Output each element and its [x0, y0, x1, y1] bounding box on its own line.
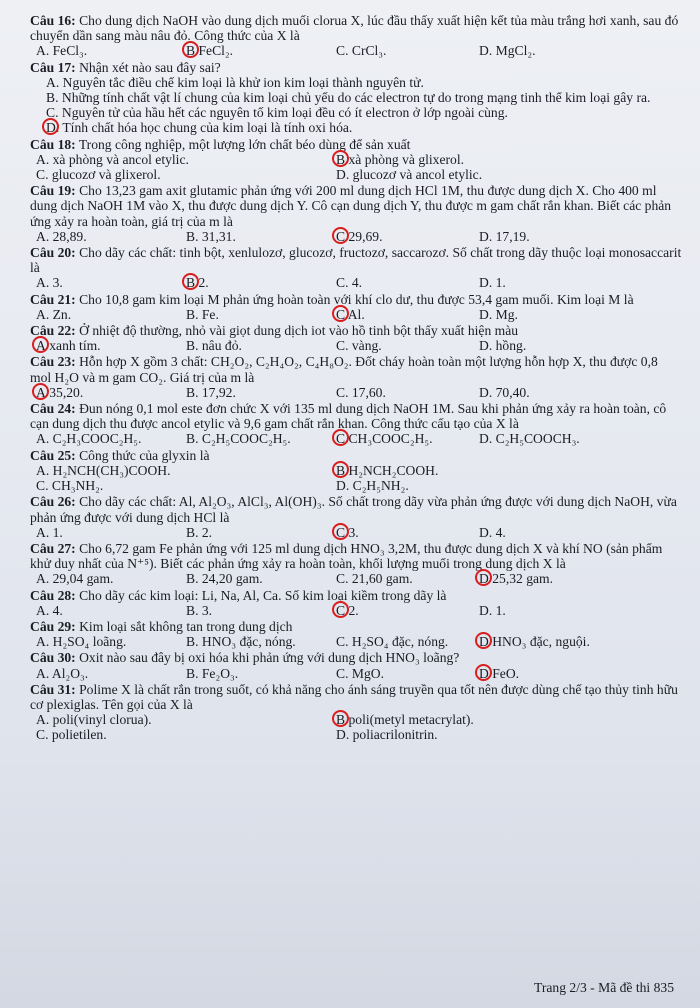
option-text: Al. [347, 306, 365, 322]
option-text: Nguyên tắc điều chế kim loại là khử ion kim loại thành nguyên tử. [62, 74, 424, 90]
answer-options [30, 571, 682, 586]
question-stem [30, 183, 682, 229]
option-text: Zn. [52, 306, 72, 322]
option-letter: D. [479, 228, 493, 244]
question-text: Cho 13,23 gam axit glutamic phản ứng với 200 ml dung dịch HCl 1M, thu được dung dịch X. Cho 400 ml dung dịch NaOH 1M vào X, thu được dung dịch Y. Cô cạn dung dịch Y, thu được m gam chất rắn khan. Biết các phản ứng xảy ra hoàn toàn, giá trị của m là [30, 183, 672, 229]
option-text: poli(vinyl clorua). [52, 712, 152, 728]
answer-option [180, 525, 330, 540]
question-number: Câu 27: [30, 540, 76, 556]
option-text: H₂NCH(CH₃)COOH. [52, 462, 171, 478]
answer-option [473, 431, 623, 446]
question [30, 619, 682, 649]
option-letter: C. [336, 384, 349, 400]
answer-option-selected [330, 229, 473, 244]
option-letter: D. [479, 431, 493, 447]
answer-option-selected [473, 666, 623, 681]
option-letter: B [336, 712, 346, 728]
answer-option [330, 167, 630, 182]
question [30, 494, 682, 540]
answer-option [180, 603, 330, 618]
option-text: Fe₂O₃. [201, 665, 239, 681]
option-letter: C. [46, 105, 59, 121]
answer-option-selected [330, 463, 630, 478]
option-letter: C. [36, 167, 49, 183]
question-number: Câu 23: [30, 354, 76, 370]
answer-option-selected [30, 338, 180, 353]
option-text: 17,92. [201, 384, 236, 400]
option-letter: C [336, 431, 346, 447]
answer-option [30, 634, 180, 649]
option-letter: B. [186, 602, 199, 618]
question-number: Câu 19: [30, 183, 76, 199]
answer-option [30, 571, 180, 586]
option-text: 24,20 gam. [201, 571, 263, 587]
option-text: FeCl₂. [198, 43, 234, 59]
answer-option-selected [473, 571, 623, 586]
answer-option [330, 338, 473, 353]
option-letter: B. [186, 665, 199, 681]
option-text: 4. [351, 275, 363, 291]
answer-option [473, 603, 623, 618]
answer-option [30, 727, 330, 742]
question-number: Câu 16: [30, 13, 76, 28]
option-text: xà phòng và glixerol. [348, 151, 465, 167]
answer-options [30, 275, 682, 290]
option-text: MgCl₂. [495, 43, 536, 59]
answer-option [30, 463, 330, 478]
question [30, 323, 682, 353]
option-text: 35,20. [49, 384, 84, 400]
option-letter: A. [36, 43, 50, 59]
answer-options [30, 229, 682, 244]
question-number: Câu 25: [30, 447, 76, 463]
answer-options [30, 603, 682, 618]
option-text: poli(metyl metacrylat). [348, 712, 474, 728]
option-letter: B [336, 151, 346, 167]
option-letter: C [336, 306, 346, 322]
option-text: polietilen. [51, 727, 107, 743]
answer-option-selected [473, 634, 623, 649]
option-letter: D. [479, 602, 493, 618]
option-text: MgO. [351, 665, 384, 681]
question-number: Câu 29: [30, 618, 76, 634]
question-number: Câu 22: [30, 323, 76, 339]
answer-option [180, 307, 330, 322]
question-number: Câu 28: [30, 587, 76, 603]
answer-option [180, 385, 330, 400]
option-letter: D. [479, 338, 493, 354]
option-text: FeCl₃. [52, 43, 88, 59]
answer-option [30, 229, 180, 244]
question-stem [30, 619, 682, 634]
answer-options [30, 43, 682, 58]
page-footer: Trang 2/3 - Mã đề thi 835 [534, 980, 674, 995]
option-letter: A. [36, 275, 50, 291]
answer-option [330, 478, 630, 493]
question [30, 292, 682, 322]
option-text: H₂SO₄ đặc, nóng. [351, 634, 449, 650]
option-text: Al₂O₃. [51, 665, 89, 681]
option-letter: A. [36, 151, 50, 167]
answer-option [30, 307, 180, 322]
answer-options [30, 525, 682, 540]
option-text: C₂H₅NH₂. [352, 478, 409, 494]
answer-option [473, 275, 623, 290]
option-letter: B. [186, 306, 199, 322]
option-text: Mg. [495, 306, 518, 322]
answer-option [30, 431, 180, 446]
question [30, 448, 682, 494]
question [30, 245, 682, 291]
answer-option-selected [330, 431, 473, 446]
option-letter: B. [186, 571, 199, 587]
option-text: Tính chất hóa học chung của kim loại là tính oxi hóa. [62, 120, 353, 136]
option-text: 17,19. [495, 228, 530, 244]
option-letter: D. [46, 120, 60, 136]
option-text: 4. [52, 602, 63, 618]
option-text: FeO. [492, 665, 520, 681]
option-text: 1. [495, 275, 506, 291]
option-text: 2. [198, 275, 209, 291]
option-letter: A. [36, 712, 50, 728]
question-stem [30, 650, 682, 665]
question-stem [30, 323, 682, 338]
option-letter: C. [36, 478, 49, 494]
question-stem [30, 448, 682, 463]
question-text: Cho 6,72 gam Fe phản ứng với 125 ml dung dịch HNO₃ 3,2M, thu được dung dịch X và khí NO (sản phẩm khử duy nhất của N⁺⁵). Biết các phản ứng xảy ra hoàn toàn, khối lượng muối trong dung dịch X là [30, 540, 663, 572]
option-letter: A. [46, 74, 60, 90]
option-letter: D. [336, 167, 350, 183]
question-stem [30, 401, 682, 431]
option-letter: C [336, 602, 346, 618]
question-text: Cho dung dịch NaOH vào dung dịch muối clorua X, lúc đầu thấy xuất hiện kết tủa màu trắng hơi xanh, sau đó chuyển dần sang màu nâu đỏ. Công thức của X là [30, 13, 679, 44]
question-text: Đun nóng 0,1 mol este đơn chức X với 135 ml dung dịch NaOH 1M. Sau khi phản ứng xảy ra hoàn toàn, cô cạn dung dịch thu được ancol etylic và 9,6 gam chất rắn khan. Công thức cấu tạo của X là [30, 401, 667, 432]
option-letter: B. [186, 524, 199, 540]
question-stem [30, 354, 682, 384]
answer-option [30, 105, 682, 120]
question-number: Câu 31: [30, 681, 76, 697]
question [30, 60, 682, 136]
answer-option [180, 338, 330, 353]
option-letter: D. [336, 727, 350, 743]
option-letter: A. [36, 634, 50, 650]
option-text: 25,32 gam. [492, 571, 554, 587]
answer-option [180, 666, 330, 681]
answer-option [180, 634, 330, 649]
option-letter: D. [479, 384, 493, 400]
answer-option [30, 666, 180, 681]
option-letter: C [336, 228, 346, 244]
option-text: H₂NCH₂COOH. [348, 462, 439, 478]
answer-option-selected [330, 525, 473, 540]
option-text: poliacrilonitrin. [352, 727, 438, 743]
question [30, 137, 682, 183]
option-letter: A. [36, 524, 50, 540]
question [30, 183, 682, 244]
option-text: 1. [495, 602, 506, 618]
option-text: HNO₃ đặc, nóng. [201, 634, 296, 650]
option-letter: B [186, 275, 196, 291]
question-stem [30, 494, 682, 524]
answer-options [30, 666, 682, 681]
option-text: HNO₃ đặc, nguội. [492, 634, 590, 650]
option-letter: A [36, 384, 46, 400]
option-letter: B. [46, 90, 59, 106]
option-text: CrCl₃. [351, 43, 387, 59]
option-letter: C. [336, 275, 349, 291]
option-letter: D [479, 634, 489, 650]
question-text: Cho dãy các kim loại: Li, Na, Al, Ca. Số kim loại kiềm trong dãy là [79, 587, 447, 603]
question [30, 354, 682, 400]
option-text: 28,89. [52, 228, 87, 244]
option-text: Fe. [201, 306, 219, 322]
option-text: C₂H₃COOC₂H₅. [52, 431, 142, 447]
option-letter: A. [36, 431, 50, 447]
answer-option-selected [330, 712, 630, 727]
answer-options [30, 634, 682, 649]
option-text: 1. [52, 524, 63, 540]
question-number: Câu 26: [30, 494, 76, 510]
question-text: Cho dãy các chất: Al, Al₂O₃, AlCl₃, Al(OH)₃. Số chất trong dãy vừa phản ứng được với dung dịch NaOH, vừa phản ứng được với dung dịch HCl là [30, 494, 677, 525]
answer-option [180, 431, 330, 446]
answer-option-selected [30, 385, 180, 400]
option-letter: B. [186, 384, 199, 400]
option-text: CH₃COOC₂H₅. [348, 431, 433, 447]
question-text: Cho 10,8 gam kim loại M phản ứng hoàn toàn với khí clo dư, thu được 53,4 gam muối. Kim loại M là [79, 291, 634, 307]
option-text: xà phòng và ancol etylic. [52, 151, 189, 167]
answer-option [180, 229, 330, 244]
question-number: Câu 30: [30, 650, 76, 666]
answer-option [30, 478, 330, 493]
question-number: Câu 24: [30, 401, 76, 417]
question-stem [30, 292, 682, 307]
answer-options [30, 307, 682, 322]
answer-option [330, 43, 473, 58]
option-letter: D. [479, 306, 493, 322]
answer-option [330, 385, 473, 400]
answer-option [473, 525, 623, 540]
option-text: H₂SO₄ loãng. [52, 634, 127, 650]
option-text: C₂H₅COOC₂H₅. [201, 431, 291, 447]
option-text: glucozơ và glixerol. [51, 167, 161, 183]
question [30, 588, 682, 618]
question-text: Công thức của glyxin là [79, 447, 210, 463]
option-text: CH₃NH₂. [51, 478, 104, 494]
answer-options [30, 152, 682, 182]
answer-option [330, 666, 473, 681]
option-letter: A. [36, 665, 50, 681]
answer-options [30, 75, 682, 136]
question-stem [30, 245, 682, 275]
option-text: glucozơ và ancol etylic. [352, 167, 483, 183]
option-letter: B. [186, 338, 199, 354]
answer-option [473, 229, 623, 244]
question-number: Câu 17: [30, 59, 76, 75]
answer-options [30, 463, 682, 493]
option-letter: C. [336, 665, 349, 681]
question-text: Kim loại sắt không tan trong dung dịch [79, 618, 293, 634]
option-letter: C. [336, 43, 349, 59]
option-letter: A. [36, 306, 50, 322]
option-letter: D. [479, 275, 493, 291]
option-text: 3. [201, 602, 213, 618]
question-text: Ở nhiệt độ thường, nhỏ vài giọt dung dịch iot vào hồ tinh bột thấy xuất hiện màu [79, 323, 519, 339]
option-letter: D [479, 665, 489, 681]
option-letter: C [336, 524, 346, 540]
answer-option [330, 634, 473, 649]
answer-option [30, 43, 180, 58]
answer-option [330, 727, 630, 742]
option-letter: A [36, 338, 46, 354]
option-letter: B. [186, 634, 199, 650]
answer-option [330, 275, 473, 290]
option-text: vàng. [351, 338, 382, 354]
question-number: Câu 20: [30, 245, 76, 261]
option-text: C₂H₅COOCH₃. [495, 431, 580, 447]
answer-option [473, 307, 623, 322]
answer-option-selected [180, 43, 330, 58]
option-text: nâu đỏ. [201, 338, 242, 354]
question-text: Cho dãy các chất: tinh bột, xenlulozơ, glucozơ, fructozơ, saccarozơ. Số chất trong dãy thuộc loại monosaccarit là [30, 245, 682, 276]
answer-options [30, 712, 682, 742]
option-letter: A. [36, 228, 50, 244]
answer-option [30, 603, 180, 618]
answer-option-selected [330, 152, 630, 167]
option-letter: D. [336, 478, 350, 494]
answer-option [180, 571, 330, 586]
option-letter: D. [479, 524, 493, 540]
answer-option [473, 338, 623, 353]
question-text: Hỗn hợp X gồm 3 chất: CH₂O₂, C₂H₄O₂, C₄H₈O₂. Đốt cháy hoàn toàn một lượng hỗn hợp X, thu được 0,8 mol H₂O và m gam CO₂. Giá trị của m là [30, 354, 658, 385]
answer-options [30, 338, 682, 353]
question [30, 682, 682, 743]
question [30, 541, 682, 587]
question-text: Oxit nào sau đây bị oxi hóa khi phản ứng với dung dịch HNO₃ loãng? [79, 650, 460, 666]
question-stem [30, 60, 682, 75]
option-letter: C. [336, 571, 349, 587]
answer-option [330, 571, 473, 586]
question [30, 401, 682, 447]
answer-option [30, 167, 330, 182]
question-stem [30, 588, 682, 603]
answer-option [473, 385, 623, 400]
question-text: Polime X là chất rắn trong suốt, có khả năng cho ánh sáng truyền qua tốt nên được dùng chế tạo thủy tinh hữu cơ plexiglas. Tên gọi của X là [30, 681, 678, 712]
option-letter: A. [36, 602, 50, 618]
option-text: hồng. [495, 338, 527, 354]
option-letter: B. [186, 228, 199, 244]
option-text: 2. [348, 602, 359, 618]
option-text: 21,60 gam. [351, 571, 413, 587]
option-letter: D [479, 571, 489, 587]
option-text: 17,60. [351, 384, 386, 400]
option-letter: B [186, 43, 196, 59]
answer-option [30, 90, 682, 105]
option-letter: D. [479, 43, 493, 59]
option-text: 70,40. [495, 384, 530, 400]
question [30, 650, 682, 680]
answer-option-selected [330, 603, 473, 618]
option-text: 3. [348, 524, 359, 540]
question-text: Nhận xét nào sau đây sai? [79, 59, 221, 75]
question-stem [30, 137, 682, 152]
option-text: 2. [201, 524, 213, 540]
option-text: xanh tím. [49, 338, 101, 354]
answer-option [30, 712, 330, 727]
answer-options [30, 385, 682, 400]
answer-option [30, 152, 330, 167]
answer-options [30, 431, 682, 446]
answer-option-selected [30, 120, 682, 135]
question-number: Câu 18: [30, 136, 76, 152]
question [30, 13, 682, 59]
answer-option-selected [330, 307, 473, 322]
option-letter: C. [336, 338, 349, 354]
question-stem [30, 682, 682, 712]
answer-option [30, 525, 180, 540]
option-letter: A. [36, 571, 50, 587]
answer-option-selected [180, 275, 330, 290]
question-text: Trong công nghiệp, một lượng lớn chất béo dùng để sản xuất [78, 136, 411, 152]
question-stem [30, 541, 682, 571]
option-letter: B [336, 462, 346, 478]
option-text: 31,31. [201, 228, 236, 244]
option-letter: C. [36, 727, 49, 743]
option-text: 29,04 gam. [52, 571, 114, 587]
answer-option [473, 43, 623, 58]
option-text: Những tính chất vật lí chung của kim loại chủ yếu do các electron tự do trong mạng tinh thể kim loại gây ra. [61, 90, 651, 106]
answer-option [30, 75, 682, 90]
question-stem [30, 13, 682, 43]
option-text: 3. [52, 275, 63, 291]
option-letter: C. [336, 634, 349, 650]
option-text: Nguyên tử của hầu hết các nguyên tố kim loại đều có ít electron ở lớp ngoài cùng. [61, 105, 508, 121]
option-text: 4. [495, 524, 506, 540]
answer-option [30, 275, 180, 290]
option-letter: B. [186, 431, 199, 447]
question-number: Câu 21: [30, 291, 76, 307]
question-list [30, 13, 682, 743]
option-text: 29,69. [348, 228, 383, 244]
option-letter: A. [36, 462, 50, 478]
